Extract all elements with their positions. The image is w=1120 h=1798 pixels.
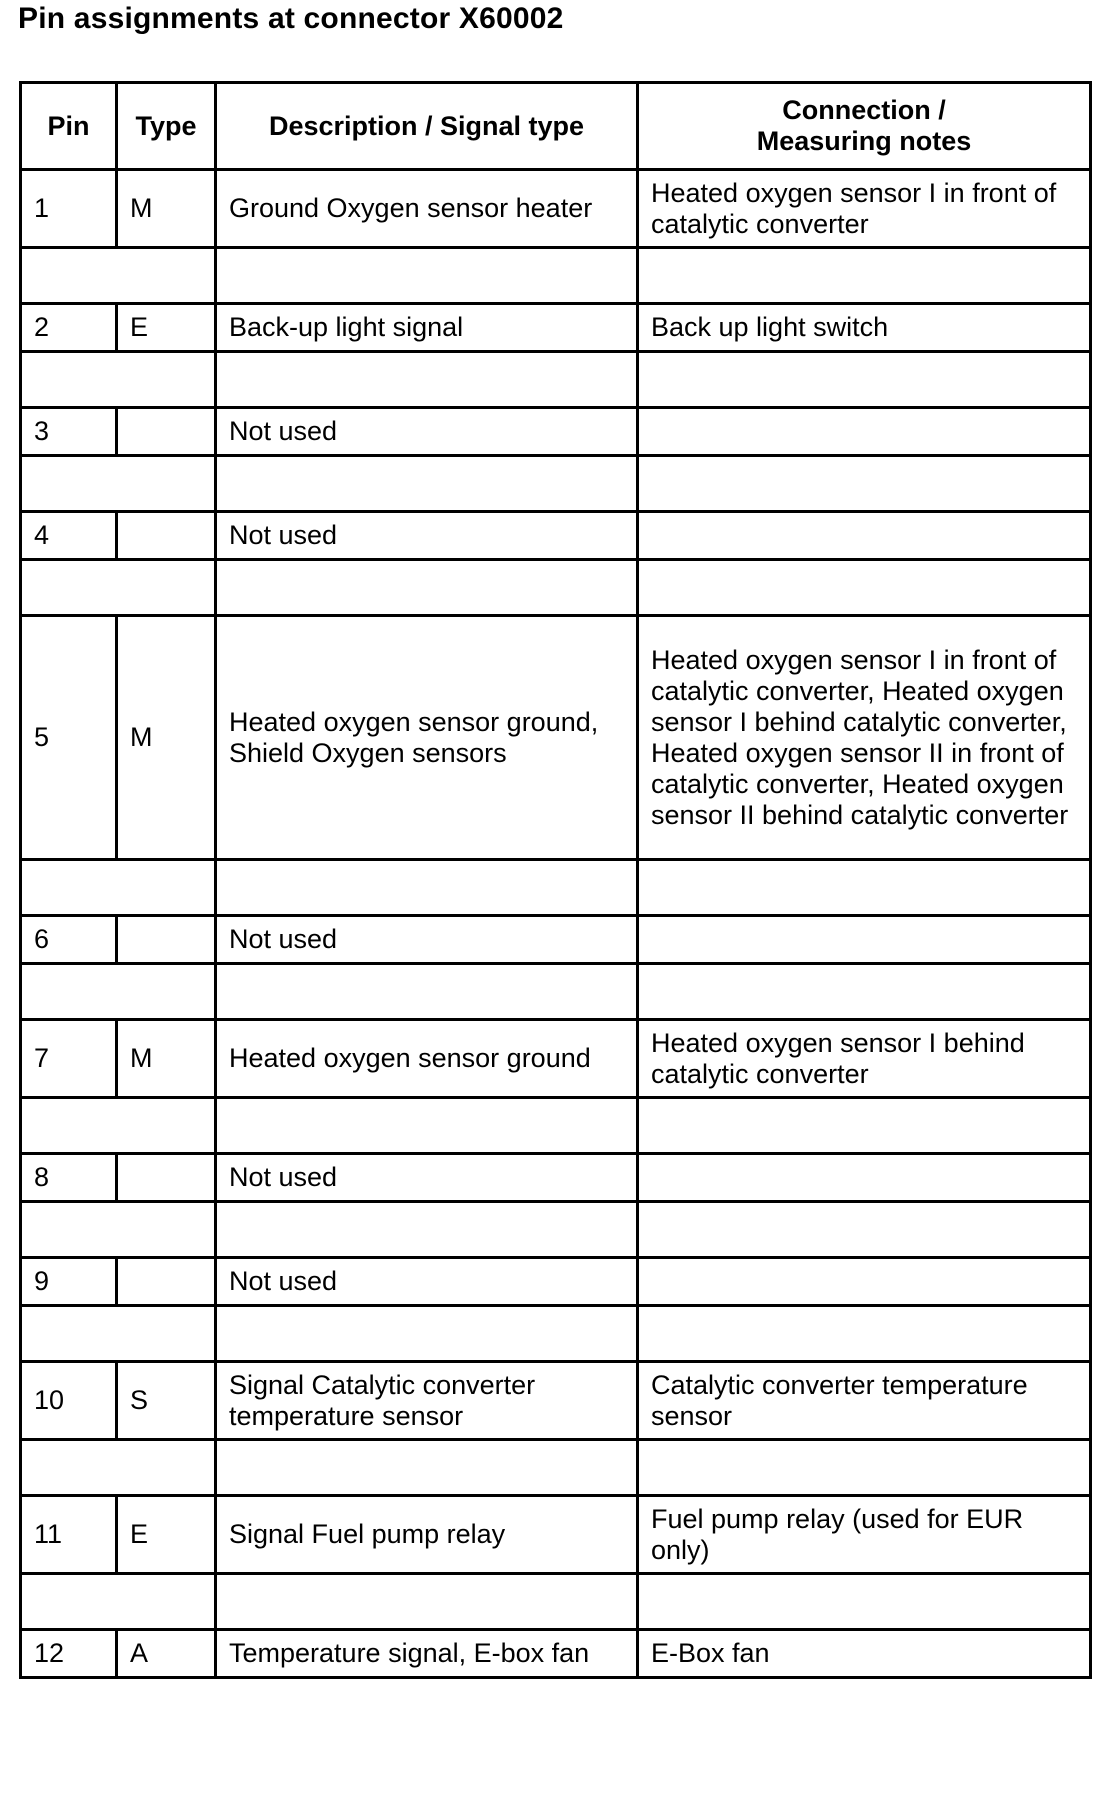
description-cell: Temperature signal, E-box fan xyxy=(217,1631,639,1679)
pin-cell: 4 xyxy=(22,513,118,561)
type-cell: A xyxy=(118,1631,217,1679)
spacer-cell xyxy=(217,457,639,513)
spacer-row xyxy=(22,965,1092,1021)
spacer-row xyxy=(22,353,1092,409)
type-cell xyxy=(118,1155,217,1203)
notes-cell: Heated oxygen sensor I in front of catalytic converter, Heated oxygen sensor I behind catalytic converter, Heated oxygen sensor II in front of catalytic converter, Heated oxygen sensor II behind catalytic converter xyxy=(639,617,1092,861)
type-cell: M xyxy=(118,617,217,861)
spacer-cell xyxy=(639,1307,1092,1363)
type-cell: E xyxy=(118,305,217,353)
pin-cell: 5 xyxy=(22,617,118,861)
pin-assignment-table xyxy=(19,81,1092,1679)
description-cell: Ground Oxygen sensor heater xyxy=(217,171,639,249)
spacer-cell xyxy=(639,561,1092,617)
notes-cell: E-Box fan xyxy=(639,1631,1092,1679)
type-cell xyxy=(118,917,217,965)
spacer-cell xyxy=(639,457,1092,513)
spacer-cell xyxy=(217,965,639,1021)
spacer-cell xyxy=(639,1099,1092,1155)
spacer-cell xyxy=(22,1441,217,1497)
notes-cell: Heated oxygen sensor I in front of catalytic converter xyxy=(639,171,1092,249)
spacer-cell xyxy=(22,965,217,1021)
pin-cell: 9 xyxy=(22,1259,118,1307)
header-description: Description / Signal type xyxy=(217,84,639,171)
description-cell: Not used xyxy=(217,409,639,457)
table-row xyxy=(22,171,1092,249)
description-cell: Signal Fuel pump relay xyxy=(217,1497,639,1575)
header-row xyxy=(22,84,1092,171)
type-cell xyxy=(118,1259,217,1307)
table-row xyxy=(22,617,1092,861)
table-row xyxy=(22,1259,1092,1307)
pin-cell: 3 xyxy=(22,409,118,457)
table-row xyxy=(22,1155,1092,1203)
spacer-cell xyxy=(22,353,217,409)
spacer-cell xyxy=(22,561,217,617)
description-cell: Not used xyxy=(217,513,639,561)
table-row xyxy=(22,409,1092,457)
spacer-cell xyxy=(217,1203,639,1259)
description-cell: Signal Catalytic converter temperature sensor xyxy=(217,1363,639,1441)
spacer-cell xyxy=(217,249,639,305)
spacer-cell xyxy=(217,861,639,917)
spacer-cell xyxy=(217,353,639,409)
notes-cell xyxy=(639,917,1092,965)
header-notes-line1: Connection / xyxy=(782,95,946,125)
pin-cell: 2 xyxy=(22,305,118,353)
table-row xyxy=(22,305,1092,353)
header-notes xyxy=(639,84,1092,171)
type-cell xyxy=(118,409,217,457)
description-cell: Heated oxygen sensor ground xyxy=(217,1021,639,1099)
spacer-cell xyxy=(22,1203,217,1259)
header-type: Type xyxy=(118,84,217,171)
spacer-cell xyxy=(217,1575,639,1631)
spacer-cell xyxy=(217,1307,639,1363)
spacer-cell xyxy=(217,561,639,617)
spacer-cell xyxy=(217,1099,639,1155)
pin-cell: 11 xyxy=(22,1497,118,1575)
spacer-cell xyxy=(217,1441,639,1497)
table-row xyxy=(22,513,1092,561)
pin-cell: 6 xyxy=(22,917,118,965)
spacer-row xyxy=(22,1099,1092,1155)
spacer-cell xyxy=(22,861,217,917)
spacer-cell xyxy=(639,1575,1092,1631)
table-row xyxy=(22,1363,1092,1441)
table-row xyxy=(22,1497,1092,1575)
description-cell: Not used xyxy=(217,917,639,965)
spacer-row xyxy=(22,861,1092,917)
table-row xyxy=(22,917,1092,965)
header-notes-line2: Measuring notes xyxy=(756,126,972,156)
notes-cell: Fuel pump relay (used for EUR only) xyxy=(639,1497,1092,1575)
spacer-row xyxy=(22,249,1092,305)
table-row xyxy=(22,1021,1092,1099)
page-title: Pin assignments at connector X60002 xyxy=(18,2,564,35)
type-cell: E xyxy=(118,1497,217,1575)
spacer-cell xyxy=(22,457,217,513)
notes-cell xyxy=(639,1259,1092,1307)
spacer-cell xyxy=(22,1099,217,1155)
spacer-cell xyxy=(22,1307,217,1363)
notes-cell: Heated oxygen sensor I behind catalytic converter xyxy=(639,1021,1092,1099)
pin-cell: 1 xyxy=(22,171,118,249)
spacer-row xyxy=(22,561,1092,617)
spacer-cell xyxy=(639,1203,1092,1259)
description-cell: Not used xyxy=(217,1259,639,1307)
type-cell: M xyxy=(118,171,217,249)
pin-cell: 12 xyxy=(22,1631,118,1679)
spacer-cell xyxy=(639,965,1092,1021)
notes-cell: Back up light switch xyxy=(639,305,1092,353)
spacer-row xyxy=(22,1307,1092,1363)
pin-cell: 8 xyxy=(22,1155,118,1203)
spacer-cell xyxy=(639,1441,1092,1497)
notes-cell: Catalytic converter temperature sensor xyxy=(639,1363,1092,1441)
type-cell: S xyxy=(118,1363,217,1441)
type-cell: M xyxy=(118,1021,217,1099)
spacer-cell xyxy=(22,249,217,305)
spacer-cell xyxy=(639,249,1092,305)
spacer-row xyxy=(22,1575,1092,1631)
notes-cell xyxy=(639,513,1092,561)
notes-cell xyxy=(639,1155,1092,1203)
header-pin: Pin xyxy=(22,84,118,171)
pin-cell: 10 xyxy=(22,1363,118,1441)
notes-cell xyxy=(639,409,1092,457)
description-cell: Back-up light signal xyxy=(217,305,639,353)
spacer-cell xyxy=(639,353,1092,409)
pin-cell: 7 xyxy=(22,1021,118,1099)
spacer-row xyxy=(22,1441,1092,1497)
spacer-row xyxy=(22,457,1092,513)
table-row xyxy=(22,1631,1092,1679)
spacer-cell xyxy=(22,1575,217,1631)
type-cell xyxy=(118,513,217,561)
description-cell: Heated oxygen sensor ground, Shield Oxygen sensors xyxy=(217,617,639,861)
description-cell: Not used xyxy=(217,1155,639,1203)
spacer-cell xyxy=(639,861,1092,917)
spacer-row xyxy=(22,1203,1092,1259)
